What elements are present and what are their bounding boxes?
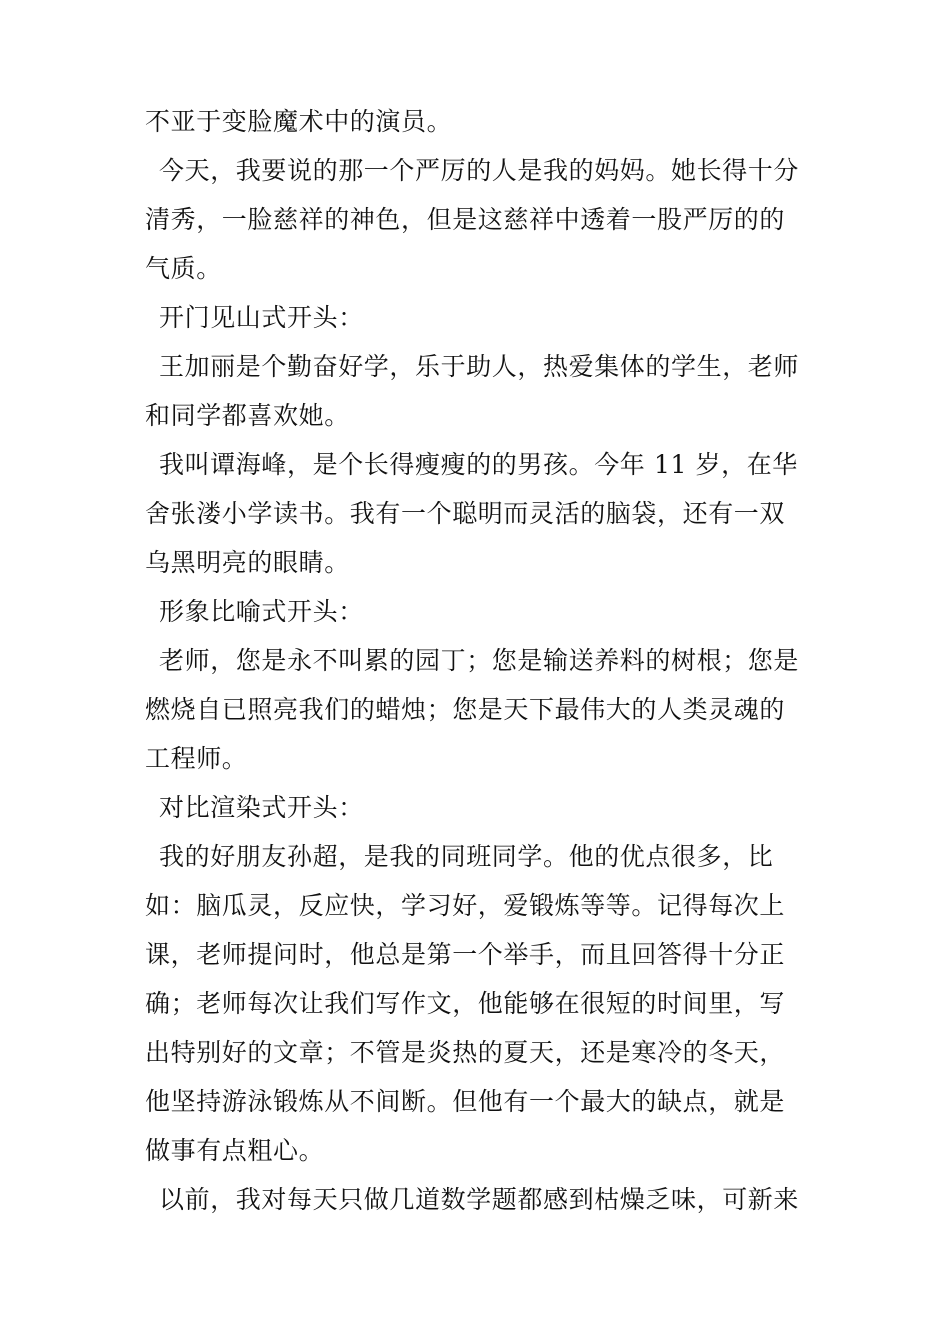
section-heading-metaphor-opening: 形象比喻式开头： [159,597,364,626]
section-heading-contrast-opening: 对比渲染式开头： [159,793,364,822]
section-heading-direct-opening: 开门见山式开头： [159,303,364,332]
paragraph-9: 我的好朋友孙超，是我的同班同学。他的优点很多，比如：脑瓜灵，反应快，学习好，爱锻炼等等。记得每次上课，老师提问时，他总是第一个举手，而且回答得十分正确；老师每次让我们写作文，他能够在很短的时间里，写出特别好的文章；不管是炎热的夏天，还是寒冷的冬天，他坚持游泳锻炼从不间断。但他有一个最大的缺点，就是做事有点粗心。 [145,842,786,1165]
paragraph-2: 今天，我要说的那一个严厉的人是我的妈妈。她长得十分清秀，一脸慈祥的神色，但是这慈祥中透着一股严厉的的气质。 [145,156,800,283]
paragraph-1: 不亚于变脸魔术中的演员。 [145,107,453,136]
paragraph-5: 我叫谭海峰，是个长得瘦瘦的的男孩。今年 11 岁，在华舍张溇小学读书。我有一个聪明而灵活的脑袋，还有一双乌黑明亮的眼睛。 [145,450,798,577]
paragraph-7: 老师，您是永不叫累的园丁；您是输送养料的树根；您是燃烧自已照亮我们的蜡烛；您是天下最伟大的人类灵魂的工程师。 [145,646,800,773]
document-body [145,97,810,1224]
paragraph-4: 王加丽是个勤奋好学，乐于助人，热爱集体的学生，老师和同学都喜欢她。 [145,352,800,430]
paragraph-10: 以前，我对每天只做几道数学题都感到枯燥乏味，可新来 [159,1185,800,1214]
